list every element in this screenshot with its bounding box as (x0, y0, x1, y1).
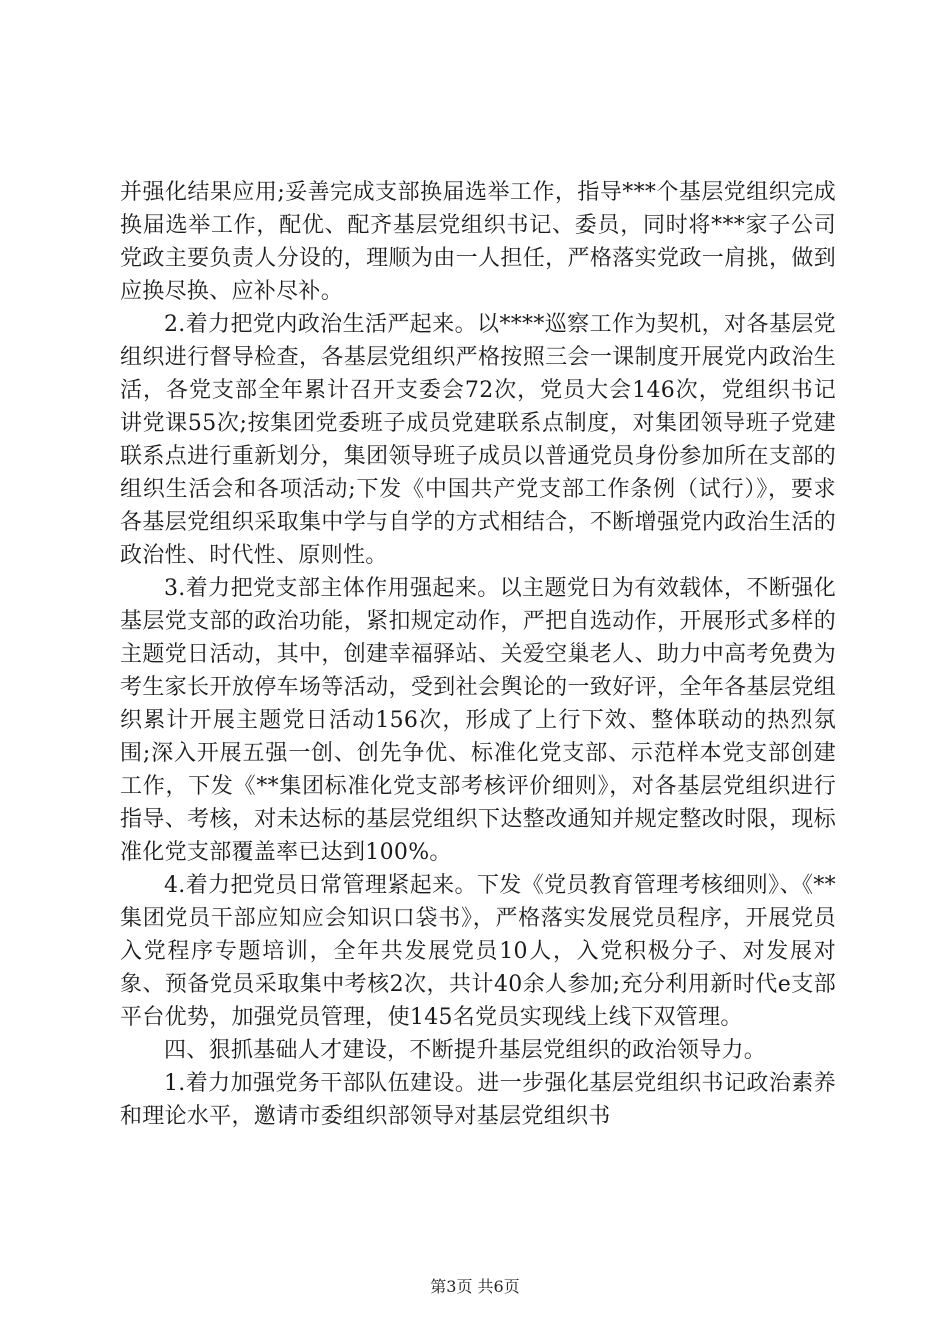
paragraph-1: 并强化结果应用;妥善完成支部换届选举工作，指导***个基层党组织完成换届选举工作，配优、配齐基层党组织书记、委员，同时将***家子公司党政主要负责人分设的，理顺为由一人担任，严格落实党政一肩挑，做到应换尽换、应补尽补。 (120, 180, 836, 304)
section-heading-4: 四、狠抓基础人才建设，不断提升基层党组织的政治领导力。 (164, 1038, 767, 1063)
paragraph-2: 2.着力把党内政治生活严起来。以****巡察工作为契机，对各基层党组织进行督导检查，各基层党组织严格按照三会一课制度开展党内政治生活，各党支部全年累计召开支委会72次，党员大会146次，党组织书记讲党课55次;按集团党委班子成员党建联系点制度，对集团领导班子党建联系点进行重新划分，集团领导班子成员以普通党员身份参加所在支部的组织生活会和各项活动;下发《中国共产党支部工作条例（试行）》，要求各基层党组织采取集中学与自学的方式相结合，不断增强党内政治生活的政治性、时代性、原则性。 (120, 312, 836, 568)
document-body (120, 176, 836, 1133)
paragraph-5: 1.着力加强党务干部队伍建设。进一步强化基层党组织书记政治素养和理论水平，邀请市委组织部领导对基层党组织书 (120, 1071, 836, 1129)
paragraph-3: 3.着力把党支部主体作用强起来。以主题党日为有效载体，不断强化基层党支部的政治功能，紧扣规定动作，严把自选动作，开展形式多样的主题党日活动，其中，创建幸福驿站、关爱空巢老人、助力中高考免费为考生家长开放停车场等活动，受到社会舆论的一致好评，全年各基层党组织累计开展主题党日活动156次，形成了上行下效、整体联动的热烈氛围;深入开展五强一创、创先争优、标准化党支部、示范样本党支部创建工作，下发《**集团标准化党支部考核评价细则》，对各基层党组织进行指导、考核，对未达标的基层党组织下达整改通知并规定整改时限，现标准化党支部覆盖率已达到100%。 (120, 576, 836, 865)
page-number-footer: 第3页 共6页 (430, 1277, 520, 1296)
paragraph-4: 4.着力把党员日常管理紧起来。下发《党员教育管理考核细则》、《**集团党员干部应知应会知识口袋书》，严格落实发展党员程序，开展党员入党程序专题培训，全年共发展党员10人，入党积极分子、对发展对象、预备党员采取集中考核2次，共计40余人参加;充分利用新时代e支部平台优势，加强党员管理，使145名党员实现线上线下双管理。 (120, 873, 836, 1030)
